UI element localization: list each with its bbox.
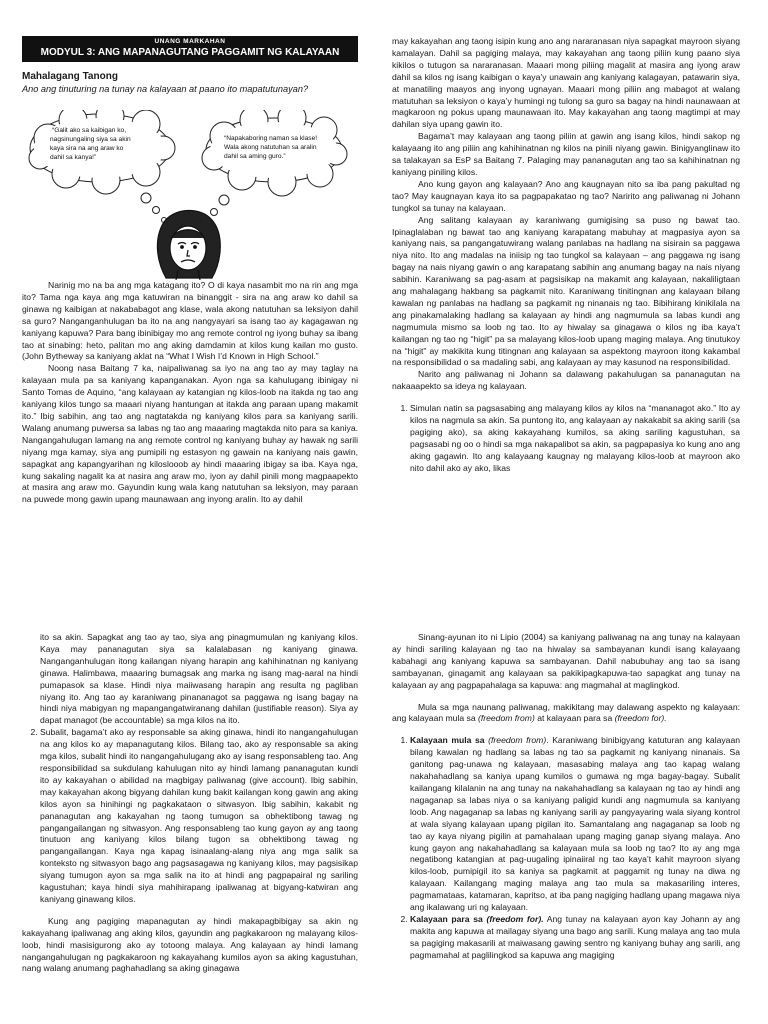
right-bubble-line-3: dahil sa aming guro.” [224,153,286,160]
list-item [410,735,740,914]
bottom-page [0,612,768,1024]
girl-figure [157,210,220,280]
text-run: (freedom for). [614,713,667,724]
paragraph: Bagama’t may kalayaan ang taong piliin at gawin ang isang kilos, hindi sakop ng kalayaang ito ang piliin ang kahihinatnan ng kilos na pinili niyang gawin. Binigyanglinaw ito sa talakayan sa EsP sa Baitang 7. Palaging may pananagutan ang tao sa kahihinatnan ng kaniyang piniling kilos. [392,131,740,177]
quarter-label: UNANG MARKAHAN [154,38,226,45]
list-item [410,914,740,962]
paragraph: Ano kung gayon ang kalayaan? Ano ang kaugnayan nito sa iba pang pakultad ng tao? May kaugnayan kaya ito sa pagpapakatao ng tao? Naririto ang paliwanag ni Johann tungkol sa tunay na kalayaan. [392,178,740,213]
text-run: . Karaniwang binibigyang katuturan ang kalayaan bilang kawalan ng hadlang sa labas ng tao sa pagkamit ng kaniyang ninanais. Sa ganitong pag-unawa ng kalayaan, masasabing malaya ang tao kapag walang nakahahadlang sa kaniya upang kumilos o gumawa ng mga bagay-bagay. Subalit kailangang kilalanin na ang tunay na nakahahadlang sa kalayaan ng tao ay hindi ang nagaganap sa labas niya o sa kaniyang paligid kundi ang nagmumula sa kaniyang loob. Ang nagaganap sa labas ng kaniyang sarili ay pangyayaring wala siyang kontrol at wala siyang kalayaan upang pigilan ito. Samantalang ang nagaganap sa loob ng tao ay kaya niyang pigilin at pamahalaan upang maging ganap siyang malaya. Ano kung gayon ang nakahahadlang sa kalayaan mula sa loob ng tao? Ito ay ang mga negatibong katangian at pag-uugaling ipinaiiral ng tao kaya’t kahit mayroon siyang kilos-loob, pumipigil ito sa kaniya sa pagkamit at paggamit ng tunay na diwa ng kalayaan. Kailangang maging malaya ang tao mula sa makasariling interes, pagmamataas, katamaran, kapritso, at iba pang nagiging hadlang upang magawa niya ang ikalawang uri ng kalayaan. [410,735,740,913]
list-item: 1. Simulan natin sa pagsasabing ang malayang kilos ay kilos na “mananagot ako.” Ito ay kilos na nagmula sa akin. Sa puntong ito, ang kalayaan ay nakakabit sa aking sarili (sa pagiging ako), sa aking kakayahang kumilos, sa aking sariling kagustuhan, sa pagsasabi ng oo o hindi sa mga nakapalibot sa akin, sa pagpapasiya ko kung ano ang aking gagawin. Ito ang kalayaang kaugnay ng malayang kilos-loob at mayroon ako nito dahil ako ay ako, likas [410,403,740,474]
left-bubble-line-1: “Galit ako sa kaibigan ko, [52,127,127,134]
numbered-list [392,403,740,474]
text-run: (freedom from) [488,735,547,746]
list-item-heading: Kalayaan para sa [410,913,483,924]
paragraph: Narito ang paliwanag ni Johann sa dalawang pakahulugan sa pananagutan na nakaaapekto sa ideya ng kalayaan. [392,369,740,392]
left-bubble-line-2: nagsinungaling siya sa akin [50,136,131,143]
paragraph: Kung ang pagiging mapanagutan ay hindi makapagbibigay sa akin ng kakayahang ipaliwanag ang aking kilos, gayundin ang pagkakaroon ng malayang kilos-loob, hindi masisigurong ako ay totoong malaya. Ang kalayaan ay hindi lamang nangangahulugan ng pagkakaroon ng kakayahang kumilos ayon sa aking kagustuhan, nang walang anumang paghahadlang sa aking ginagawa [22,915,358,974]
right-column-top [392,36,740,564]
left-bubble-line-3: kaya sira na ang araw ko [50,145,124,152]
right-bubble-line-1: “Napakaboring naman sa klase! [224,135,318,142]
left-column-top [22,280,358,550]
paragraph: Sinang-ayunan ito ni Lipio (2004) sa kaniyang paliwanag na ang tunay na kalayaan ay hindi sariling kalayaan ng tao na hiwalay sa sambayanan kundi isang kalayaang kabahagi ang kaniyang kapuwa sa sambayanan. Dahil nabubuhay ang tao sa isang sambayanan, ginagamit ang kalayaan sa pakikipagkapuwa-tao sapagkat ang tunay na kalayaan ay ang pagpapahalaga sa kapuwa: ang magmahal at maglingkod. [392,632,740,690]
list-item-heading: Kalayaan mula sa [410,735,485,746]
guide-title: Mahalagang Tanong [22,71,118,82]
right-bubble-line-2: Wala akong natutuhan sa aralin [224,144,317,151]
paragraph [392,702,740,726]
module-banner [22,36,358,62]
module-title: MODYUL 3: ANG MAPANAGUTANG PAGGAMIT NG KALAYAAN [40,47,340,58]
right-column-bottom [392,632,740,1024]
paragraph: Ang salitang kalayaan ay karaniwang gumigising sa puso ng bawat tao. Ipinaglalaban ng bawat tao ang kaniyang karapatang mabuhay at magpasiya ayon sa kaniyang nais, sa pangangatuwirang walang panlabas na hadlang na sisirain sa paggawa niya nito. Ito ang madalas na iniisip ng tao tungkol sa kalayaan – ang paggawa ng isang bagay na nais niyang gawin o ang karapatang sabihin ang anumang bagay na nais niyang sabihin. Karaniwang sa pag-asam at pagsisikap na makamit ang kalayaan, nakaliligtaan ang mahalagang hakbang sa pagkamit nito. Karaniwang tinitingnan ang kalayaan bilang kawalan ng panlabas na hadlang sa pagkamit ng ninanais ng tao. Bibihirang kinikilala na ang pinakamalaking hadlang sa kalayaan ay hindi ang nagmumula sa labas kundi ang nagmumula mismo sa loob ng tao. Ito ay hiwalay sa ginagawa o kilos ng iba kaya’t kailangan ng tao ng “higit” pa sa malayang kilos-loob upang maging malaya. Ang tinutukoy na “higit” ay makikita kung titingnan ang kalayaan sa aspektong mayroon itong kakambal na responsibilidad o sa madaling sabi, ang kalayaan ay may kasunod na responsibilidad. [392,214,740,368]
text-run: Ang tunay na kalayaan ayon kay Johann ay ang makita ang kapuwa at mailagay siyang una bago ang sarili. Kung malaya ang tao mula sa pagiging makasarili at maiwasang gawing sentro ng kaniyang buhay ang sarili, ang pagmamahal at paglilingkod sa kapuwa ang magiging [410,913,740,960]
paragraph: ito sa akin. Sapagkat ang tao ay tao, siya ang pinagmumulan ng kaniyang kilos. Kaya may pananagutan siya sa kalalabasan ng kaniyang ginawa. Nanganganhulugan itong kailangan niyang harapin ang kahihinatnan ng kaniyang ginawa. Halimbawa, maaaring bumagsak ang marka ng isang mag-aaral na hindi pumapasok sa klase. Hindi niya maiiwasang harapin ang resulta ng pagliban niyang ito. Ang tao ay karaniwang pinananagot sa paggawa ng isang bagay na hindi niya mabigyan ng mapangangatwiranang dahilan (justifiable reason). Siya ay dapat managot (be accountable) sa mga kilos na ito. [40,632,358,726]
text-run: at kalayaan para sa [534,713,615,724]
paragraph: Noong nasa Baitang 7 ka, naipaliwanag sa iyo na ang tao ay may taglay na kalayaan mula pa sa kaniyang kapanganakan. Ayon nga sa kahulugang ibinigay ni Santo Tomas de Aquino, “ang kalayaan ay katangian ng kilos-loob na itakda ng tao ang kaniyang kilos tungo sa maaari niyang hantungan at itakda ang paraan upang makamit ito.” Ibig sabihin, ang tao ang nagtatakda ng kaniyang kilos para sa kaniyang sarili. Walang anumang puwersa sa labas ng tao ang maaaring magtakda nito para sa kaniya. Nangangahulugan lamang na ang remote control ng kaniyang buhay ay hawak ng sarili niyang mga kamay, siya ang pumipili ng estasyon ng gawain na kaniyang nais gawin, sapagkat ang kapangyarihan ng kiloslooob ay hindi maaaring ibigay sa iba. Kaya nga, kung sakaling nagalit ka at nasira ang araw mo, iyon ay dahil pinili mong magpaapekto at masira ang araw mo. Gayundin kung wala kang natutuhan sa leksiyon, may paraan na puwede mong gawin upang maunawaan ang inyong aralin. Ito ay dahil [22,363,358,505]
left-bubble-line-4: dahil sa kanya!” [50,154,97,161]
left-column-bottom [22,632,358,1024]
numbered-list [22,727,358,906]
text-run: Mula sa mga naunang paliwanag, makikitang may dalawang aspekto ng kalayaan: ang kalayaan mula sa [392,701,740,724]
guide-question: Ano ang tinuturing na tunay na kalayaan at paano ito mapatutunayan? [22,84,309,94]
paragraph: Narinig mo na ba ang mga katagang ito? O di kaya nasambit mo na rin ang mga ito? Tama nga kaya ang mga katuwiran na binanggit - sira na ang araw ko dahil sa ginawa ng kaibigan at nakababagot ang klase, wala akong natutuhan sa leksiyon dahil sa guro? Nanganganhulugan ba ito na ang nangyayari sa isang tao ay kagagawan ng kaniyang kapuwa? Para bang ibinibigay mo ang remote control ng iyong buhay sa ibang tao at sinabing: heto, palitan mo ang aking damdamin at kilos kung kailan mo gusto. (John Bytheway sa kaniyang aklat na “What I Wish I’d Known in High School.” [22,280,358,362]
text-run: (freedom from) [478,713,535,724]
thinking-girl-illustration [28,110,348,280]
paragraph: may kakayahan ang taong isipin kung ano ang nararanasan niya sapagkat mayroon siyang kamalayan. Dahil sa pagiging malaya, may kakayahan ang taong piliin kung paano siya kikilos o tutugon sa nararanasan. Maaari mong piliing magalit at masira ang iyong araw dahil sa kilos ng isang kaibigan o kaya’y unawain ang kaniyang kalagayan, patawarin siya, at manatiling maayos ang inyong ugnayan. Maaari mong piliin ang mabagot at walang matutuhan sa leksiyon o kaya’y humingi ng tulong sa guro sa bagay na hindi naunawaan at magkaroon ng pokus upang maunawaan ito. May kakayahan ang taong magtimpi at may dahilan siya upang gawin ito. [392,36,740,130]
list-item: 2. Subalit, bagama’t ako ay responsable sa aking ginawa, hindi ito nangangahulugan na ang kilos ko ay mapanagutang kilos. Bilang tao, ako ay responsable sa aking mga kilos, subalit hindi ito nangangahulugang ako ay isang responsableng tao. Ang responsibilidad sa sukdulang kahulugan nito ay hindi lamang pananagutan kundi ito ay kakayahan o abilidad na magbigay paliwanag (give account). Ibig sabihin, may kakayahan akong bigyang dahilan kung bakit kailangan kong gawin ang aking kilos ayon sa hinihingi ng pagkakataon o sitwasyon. Ibig sabihin, kakabit ng pananagutan ang kakayahan ng taong tumugon sa obhektibong tawag ng pangangailangan ng sitwasyon. Ang responsableng tao kung gayon ay ang taong tinutuon ang kaniyang kilos bilang tugon sa obhektibong tawag ng pangangailangan. Kaya nga kapag isinaalang-alang niya ang mga salik sa konteksto ng sitwasyon bago ang pagsasagawa ng kaniyang kilos, may pagsisikap siyang tumugon ayon sa mga salik na ito at hindi ang pagpapairal ng sariling kagustuhan; kaya hindi siya mahihirapang ipaliwanag at bigyang-katwiran ang kaniyang ginawang kilos. [40,727,358,906]
text-run: (freedom for). [486,913,544,924]
numbered-list [392,735,740,961]
